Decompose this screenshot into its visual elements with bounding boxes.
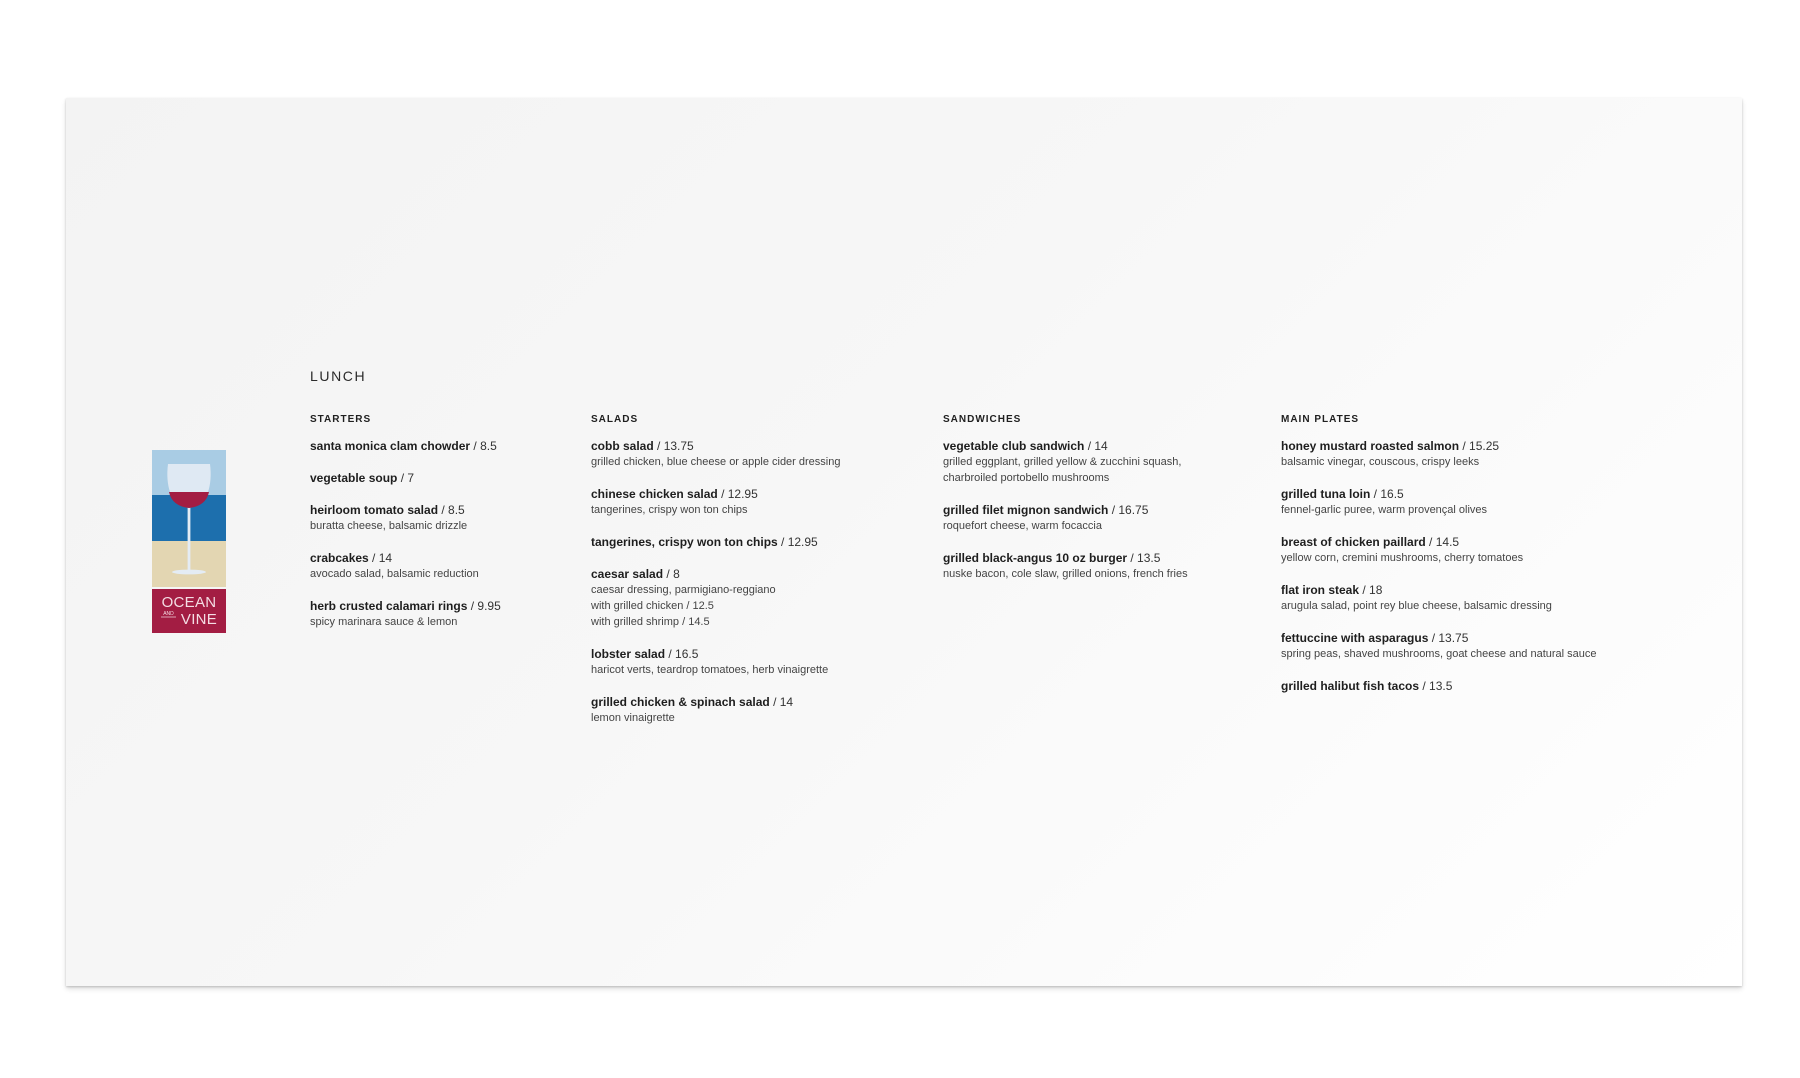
menu-item-line: [591, 646, 931, 662]
menu-item-line: [310, 502, 580, 518]
menu-item-description: arugula salad, point rey blue cheese, balsamic dressing: [1281, 600, 1552, 612]
menu-item-name: grilled halibut fish tacos: [1281, 679, 1420, 693]
menu-item-description: buratta cheese, balsamic drizzle: [310, 520, 468, 532]
menu-item-price: / 15.25: [1459, 439, 1500, 453]
logo-text-and: AND: [163, 611, 174, 617]
menu-item-price: / 8: [663, 567, 680, 581]
menu-item-price: / 14: [769, 695, 794, 709]
menu-item-price: / 8.5: [470, 439, 497, 453]
menu-item-name: honey mustard roasted salmon: [1281, 439, 1460, 453]
menu-item-description: nuske bacon, cole slaw, grilled onions, french fries: [943, 568, 1188, 580]
menu-item-line: [310, 470, 580, 486]
menu-item: [1281, 534, 1681, 566]
section-heading: STARTERS: [310, 414, 372, 425]
menu-item-description: yellow corn, cremini mushrooms, cherry tomatoes: [1281, 552, 1524, 564]
menu-item: [591, 694, 931, 726]
menu-item-line: [310, 598, 580, 614]
menu-item-price: / 12.95: [717, 487, 758, 501]
menu-item: [943, 438, 1263, 486]
menu-item-description: spring peas, shaved mushrooms, goat cheese and natural sauce: [1281, 648, 1597, 660]
menu-item-line: [943, 502, 1263, 518]
menu-item: [591, 566, 931, 630]
menu-item-line: [1281, 630, 1681, 646]
menu-item-description: avocado salad, balsamic reduction: [310, 568, 479, 580]
menu-item-price: / 16.5: [665, 647, 699, 661]
menu-item-description: grilled eggplant, grilled yellow & zucchini squash,: [943, 456, 1182, 468]
menu-item-description: fennel-garlic puree, warm provençal olives: [1281, 504, 1488, 516]
menu-item: [1281, 438, 1681, 470]
section-main-plates: [1281, 414, 1681, 710]
menu-item-line: [591, 694, 931, 710]
menu-item-price: / 9.95: [467, 599, 501, 613]
menu-item-line: [310, 550, 580, 566]
menu-item-price: / 16.75: [1108, 503, 1149, 517]
menu-item-description: spicy marinara sauce & lemon: [310, 616, 458, 628]
menu-item-name: caesar salad: [591, 567, 664, 581]
menu-item-name: grilled tuna loin: [1281, 487, 1371, 501]
menu-item: [591, 646, 931, 678]
menu-item: [310, 470, 580, 486]
section-sandwiches: [943, 414, 1263, 598]
menu-item-price: / 16.5: [1370, 487, 1404, 501]
menu-item-line: [591, 438, 931, 454]
menu-item: [1281, 582, 1681, 614]
section-heading: SANDWICHES: [943, 414, 1022, 425]
menu-item-description: balsamic vinegar, couscous, crispy leeks: [1281, 456, 1480, 468]
menu-item: [591, 534, 931, 550]
menu-item: [310, 550, 580, 582]
logo-text-ocean: OCEAN: [161, 594, 217, 611]
menu-item-name: herb crusted calamari rings: [310, 599, 468, 613]
menu-item-price: / 14: [368, 551, 393, 565]
menu-item-line: [1281, 486, 1681, 502]
menu-item-name: grilled black-angus 10 oz burger: [943, 551, 1128, 565]
menu-item-description: with grilled chicken / 12.5: [591, 600, 714, 612]
menu-item-name: lobster salad: [591, 647, 666, 661]
menu-item: [591, 438, 931, 470]
menu-item-line: [943, 438, 1263, 454]
menu-item-name: fettuccine with asparagus: [1281, 631, 1429, 645]
menu-item-description: tangerines, crispy won ton chips: [591, 504, 748, 516]
menu-item-name: flat iron steak: [1281, 583, 1360, 597]
menu-item: [943, 550, 1263, 582]
menu-item: [943, 502, 1263, 534]
menu-item-description: with grilled shrimp / 14.5: [591, 616, 710, 628]
menu-item-description: caesar dressing, parmigiano-reggiano: [591, 584, 776, 596]
menu-item-line: [1281, 678, 1681, 694]
menu-item-name: cobb salad: [591, 439, 654, 453]
menu-item-name: vegetable club sandwich: [943, 439, 1085, 453]
menu-item-description: grilled chicken, blue cheese or apple cider dressing: [591, 456, 841, 468]
menu-item-price: / 14.5: [1425, 535, 1460, 549]
menu-item-line: [943, 550, 1263, 566]
menu-item-line: [591, 566, 931, 582]
menu-item-line: [1281, 582, 1681, 598]
menu-item-price: / 13.75: [1428, 631, 1469, 645]
menu-item-name: santa monica clam chowder: [310, 439, 471, 453]
menu-item-name: heirloom tomato salad: [310, 503, 439, 517]
menu-item-description: lemon vinaigrette: [591, 712, 675, 724]
menu-item-name: crabcakes: [310, 551, 369, 565]
menu-card: [66, 98, 1742, 986]
menu-item: [310, 438, 580, 454]
menu-item-name: tangerines, crispy won ton chips: [591, 535, 778, 549]
menu-item-price: / 13.75: [653, 439, 694, 453]
menu-item-line: [1281, 438, 1681, 454]
logo-text-vine: VINE: [180, 611, 218, 628]
menu-item-line: [310, 438, 580, 454]
section-starters: [310, 414, 580, 646]
menu-item: [310, 598, 580, 630]
menu-item-line: [591, 486, 931, 502]
menu-item-name: breast of chicken paillard: [1281, 535, 1426, 549]
menu-item-name: vegetable soup: [310, 471, 398, 485]
menu-item-description: haricot verts, teardrop tomatoes, herb vinaigrette: [591, 664, 829, 676]
menu-item-description: roquefort cheese, warm focaccia: [943, 520, 1102, 532]
section-salads: [591, 414, 931, 742]
menu-item-name: grilled filet mignon sandwich: [943, 503, 1109, 517]
menu-title: LUNCH: [310, 368, 367, 384]
section-heading: MAIN PLATES: [1281, 414, 1360, 425]
menu-item-price: / 18: [1359, 583, 1383, 597]
menu-item: [591, 486, 931, 518]
menu-item-description: charbroiled portobello mushrooms: [943, 472, 1110, 484]
section-heading: SALADS: [591, 414, 639, 425]
menu-item: [1281, 630, 1681, 662]
menu-item: [1281, 678, 1681, 694]
menu-item-price: / 7: [397, 471, 415, 485]
menu-item-name: chinese chicken salad: [591, 487, 718, 501]
menu-item-name: grilled chicken & spinach salad: [591, 695, 770, 709]
menu-item-price: / 8.5: [438, 503, 465, 517]
menu-item-price: / 13.5: [1419, 679, 1453, 693]
menu-item: [1281, 486, 1681, 518]
menu-item-line: [1281, 534, 1681, 550]
menu-item-price: / 13.5: [1127, 551, 1161, 565]
menu-item-price: / 12.95: [777, 535, 818, 549]
menu-item-price: / 14: [1084, 439, 1108, 453]
menu-item: [310, 502, 580, 534]
menu-item-line: [591, 534, 931, 550]
ocean-and-vine-logo: [152, 450, 226, 633]
